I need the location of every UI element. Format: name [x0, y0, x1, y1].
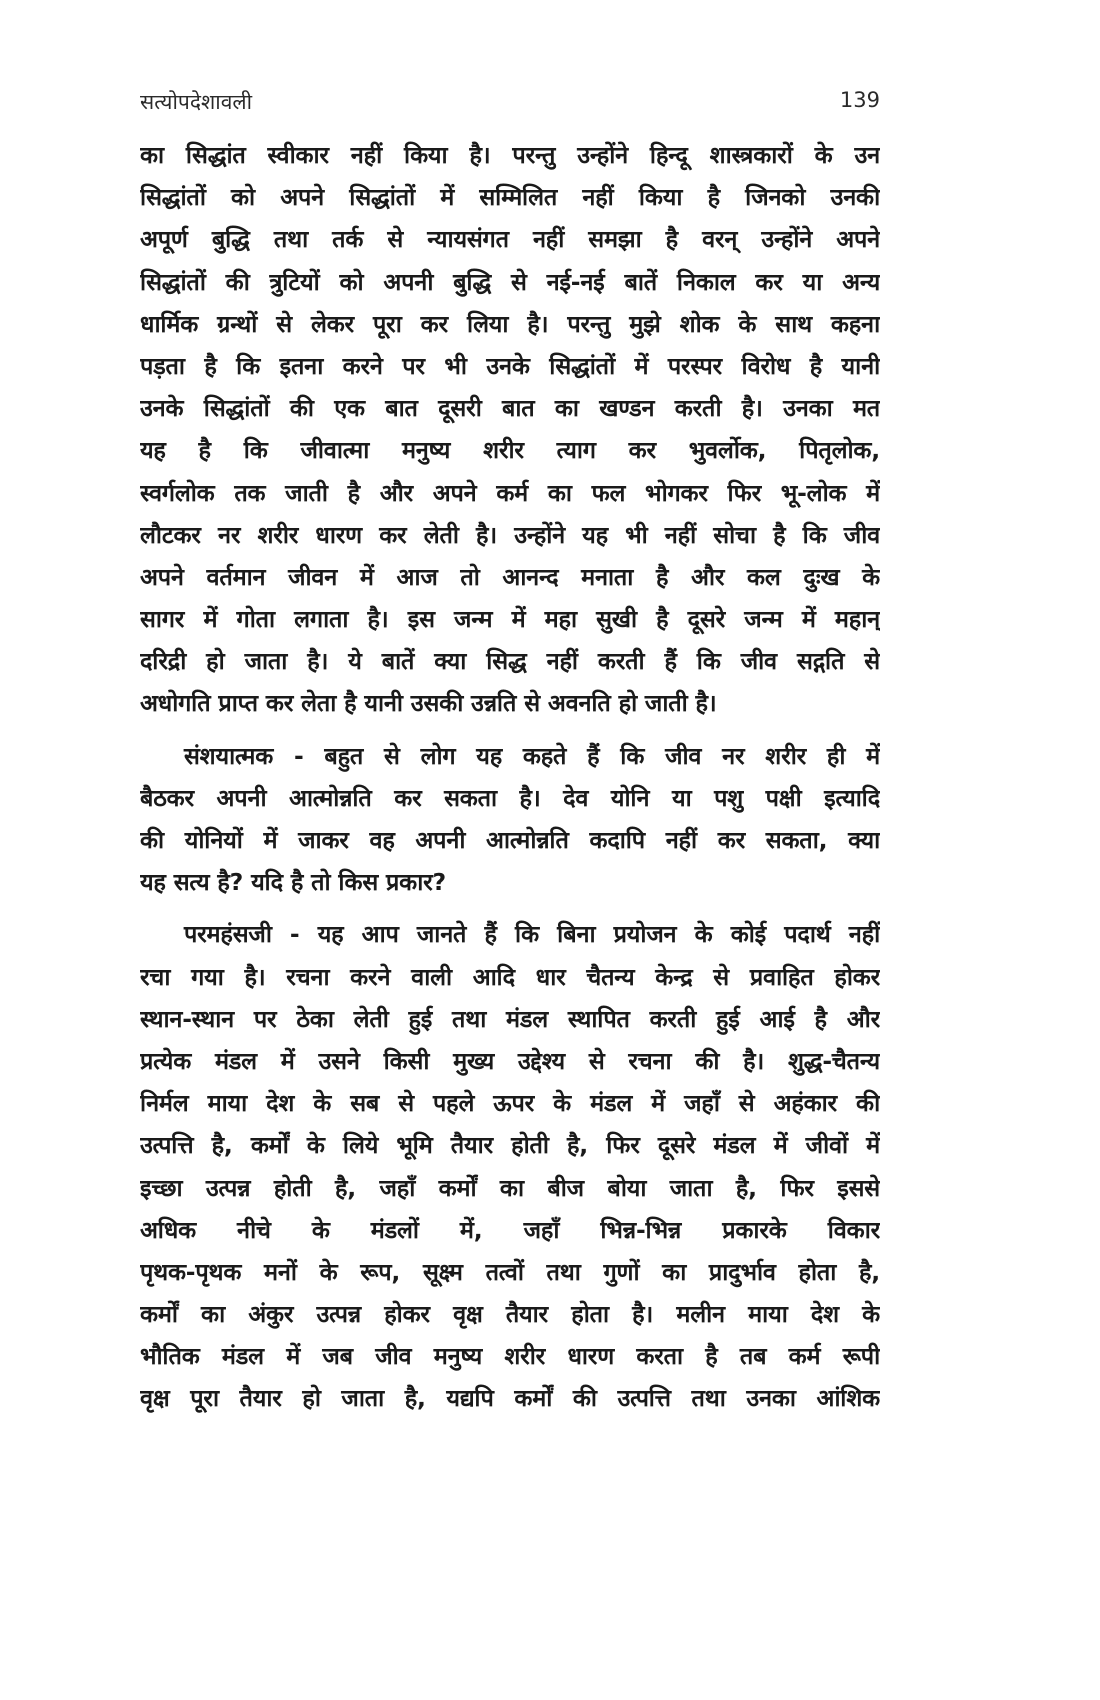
text-line: दरिद्री हो जाता है। ये बातें क्या सिद्ध नहीं करती हैं कि जीव सद्गति से [140, 647, 880, 676]
text-line: पड़ता है कि इतना करने पर भी उनके सिद्धांतों में परस्पर विरोध है यानी [140, 351, 880, 380]
text-line: लौटकर नर शरीर धारण कर लेती है। उन्होंने यह भी नहीं सोचा है कि जीव [140, 520, 880, 549]
text-line: संशयात्मक - बहुत से लोग यह कहते हैं कि जीव नर शरीर ही में [184, 741, 880, 770]
paragraph-gap [140, 903, 880, 913]
text-line: स्थान-स्थान पर ठेका लेती हुई तथा मंडल स्थापित करती हुई आई है और [140, 1004, 880, 1033]
text-line: यह है कि जीवात्मा मनुष्य शरीर त्याग कर भुवर्लोक, पितृलोक, [140, 436, 880, 465]
text-line: सिद्धांतों की त्रुटियों को अपनी बुद्धि से नई-नई बातें निकाल कर या अन्य [140, 267, 880, 296]
text-line: रचा गया है। रचना करने वाली आदि धार चैतन्य केन्द्र से प्रवाहित होकर [140, 962, 880, 991]
paragraph-question [140, 735, 880, 904]
text-line: उनके सिद्धांतों की एक बात दूसरी बात का खण्डन करती है। उनका मत [140, 394, 880, 423]
text-line: उत्पत्ति है, कर्मों के लिये भूमि तैयार होती है, फिर दूसरे मंडल में जीवों में [140, 1131, 880, 1160]
text-line: का सिद्धांत स्वीकार नहीं किया है। परन्तु उन्होंने हिन्दू शास्त्रकारों के उन [140, 141, 880, 169]
text-line: अपने वर्तमान जीवन में आज तो आनन्द मनाता है और कल दुःख के [140, 562, 880, 591]
text-line: यह सत्य है? यदि है तो किस प्रकार? [140, 868, 446, 897]
text-line: अधिक नीचे के मंडलों में, जहाँ भिन्न-भिन्न प्रकारके विकार [140, 1215, 880, 1244]
page-number: 139 [839, 88, 880, 112]
text-line: पृथक-पृथक मनों के रूप, सूक्ष्म तत्वों तथा गुणों का प्रादुर्भाव होता है, [140, 1257, 880, 1286]
text-line: कर्मों का अंकुर उत्पन्न होकर वृक्ष तैयार होता है। मलीन माया देश के [140, 1300, 880, 1329]
text-line: धार्मिक ग्रन्थों से लेकर पूरा कर लिया है। परन्तु मुझे शोक के साथ कहना [140, 309, 880, 338]
text-line: की योनियों में जाकर वह अपनी आत्मोन्नति कदापि नहीं कर सकता, क्या [140, 826, 880, 854]
text-line: भौतिक मंडल में जब जीव मनुष्य शरीर धारण करता है तब कर्म रूपी [140, 1342, 880, 1371]
text-line: स्वर्गलोक तक जाती है और अपने कर्म का फल भोगकर फिर भू-लोक में [140, 478, 880, 507]
running-title: सत्योपदेशावली [140, 90, 253, 114]
text-line: वृक्ष पूरा तैयार हो जाता है, यद्यपि कर्मों की उत्पत्ति तथा उनका आंशिक [140, 1384, 880, 1413]
text-line: इच्छा उत्पन्न होती है, जहाँ कर्मों का बीज बोया जाता है, फिर इससे [140, 1173, 880, 1202]
paragraph-answer [140, 913, 880, 1419]
body-text [140, 134, 880, 1420]
paragraph-gap [140, 725, 880, 735]
text-line: प्रत्येक मंडल में उसने किसी मुख्य उद्देश्य से रचना की है। शुद्ध-चैतन्य [140, 1046, 880, 1075]
text-line: परमहंसजी - यह आप जानते हैं कि बिना प्रयोजन के कोई पदार्थ नहीं [184, 920, 880, 949]
paragraph-continuation [140, 134, 880, 725]
text-line: बैठकर अपनी आत्मोन्नति कर सकता है। देव योनि या पशु पक्षी इत्यादि [140, 783, 880, 812]
page-header [140, 88, 880, 124]
text-line: सागर में गोता लगाता है। इस जन्म में महा सुखी है दूसरे जन्म में महान् [140, 605, 880, 634]
text-line: अपूर्ण बुद्धि तथा तर्क से न्यायसंगत नहीं समझा है वरन् उन्होंने अपने [140, 225, 880, 254]
text-line: निर्मल माया देश के सब से पहले ऊपर के मंडल में जहाँ से अहंकार की [140, 1089, 880, 1118]
text-line: सिद्धांतों को अपने सिद्धांतों में सम्मिलित नहीं किया है जिनको उनकी [140, 183, 880, 212]
text-line: अधोगति प्राप्त कर लेता है यानी उसकी उन्नति से अवनति हो जाती है। [140, 689, 717, 718]
